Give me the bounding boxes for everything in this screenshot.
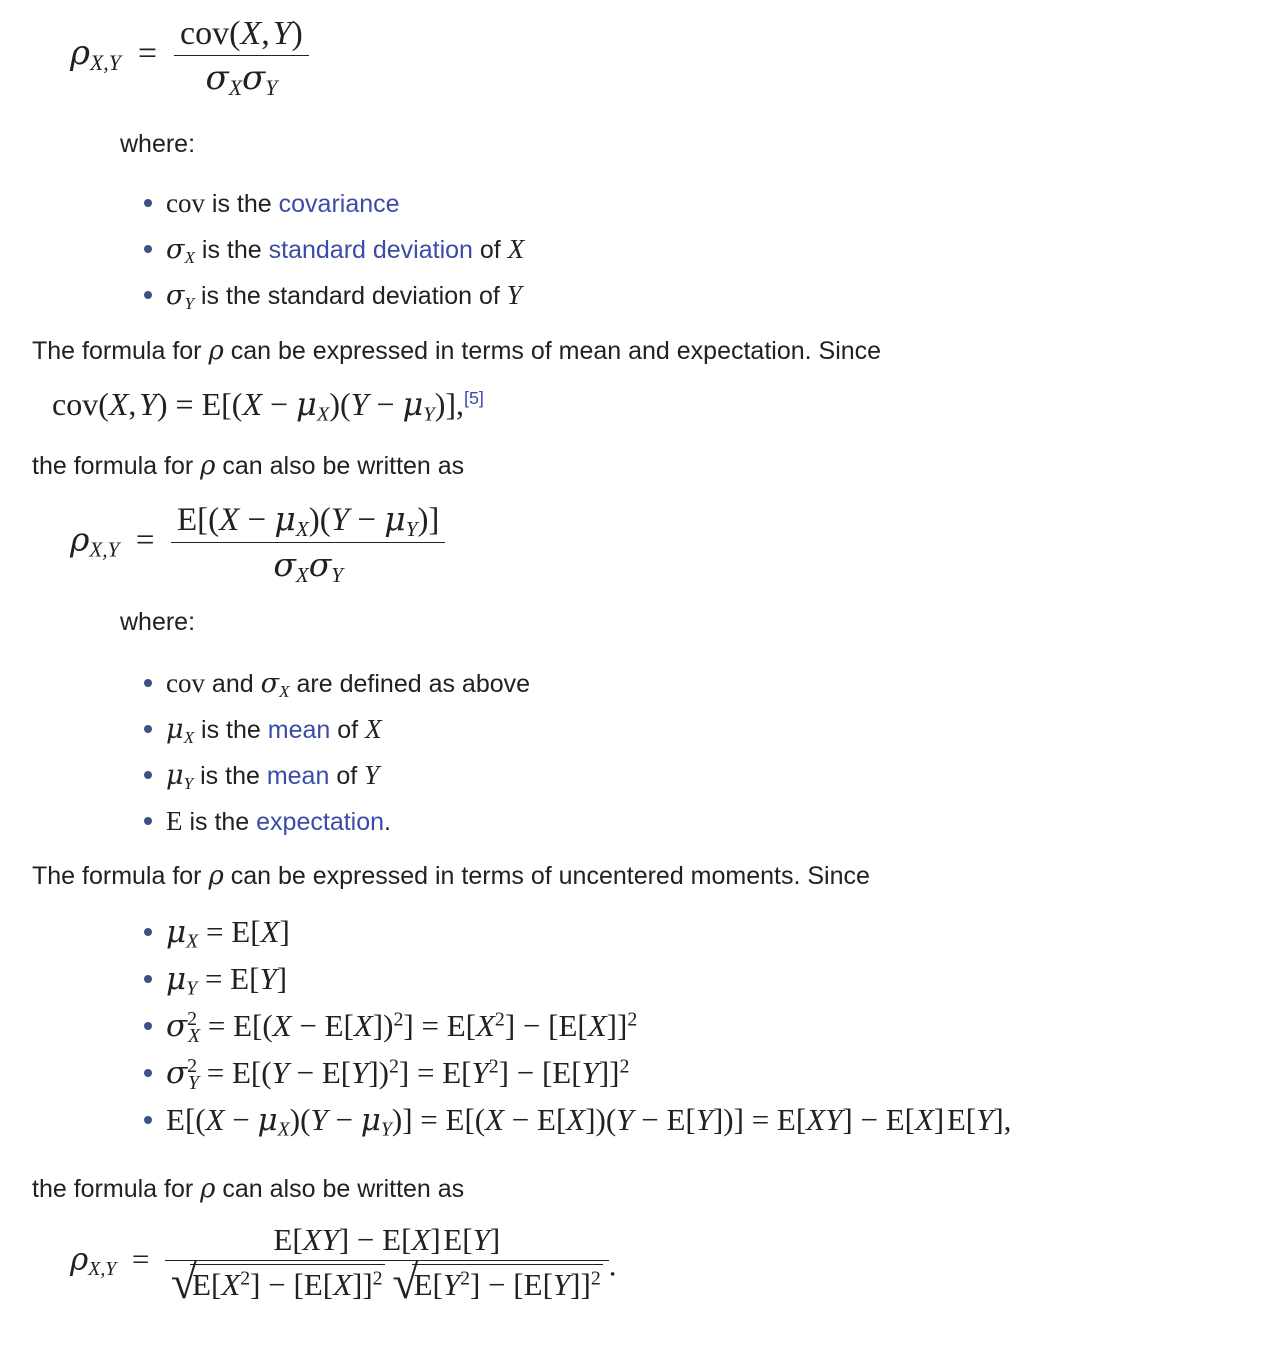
para-text-1: the formula for	[32, 1175, 201, 1203]
math-cov: cov	[166, 188, 205, 218]
link-mean[interactable]: mean	[267, 716, 331, 744]
paragraph-also-written-2	[32, 1173, 464, 1206]
paragraph-mean-expectation	[32, 335, 881, 368]
fraction-numerator: cov(X, Y)	[180, 15, 303, 52]
math-sigma-x: $\sigma_X$	[166, 234, 195, 267]
para-text-1: The formula for	[32, 862, 209, 890]
list-item: $\mu_Y$ is the mean of Y	[140, 752, 530, 798]
math-mu-x: $\mu_X$	[166, 714, 195, 747]
list-item: $\mu_Y = E[Y]$	[140, 955, 1011, 1002]
formula-rho-uncentered: $\rho_{X,Y}$ = E[XY] − E[X] E[Y] √ $E[X^2] - [E[X]]^2$ √ $E[Y^2] - [E[Y]]^2$ .	[70, 1222, 617, 1309]
moments-list	[140, 908, 1011, 1143]
formula-rho-cov	[70, 14, 309, 101]
para-text-2: can be expressed in terms of mean and expectation. Since	[223, 337, 882, 365]
formula-rho-expectation: $\rho_{X,Y}$ = $\frac{E[(X - \mu_X)(Y - \mu_Y)]}{\sigma_X\sigma_Y}$	[70, 500, 445, 586]
para-text-1: the formula for	[32, 452, 201, 480]
where-list-1	[140, 180, 524, 318]
reference-5[interactable]: [5]	[464, 387, 484, 408]
math-e: E	[166, 806, 183, 836]
formula-cov-definition: cov(X, $Y) = E[(X - \mu_X)(Y - \mu_Y)],[5]$	[52, 385, 484, 426]
math-cov: cov	[166, 668, 205, 698]
sqrt-x: √ $E[X^2] - [E[X]]^2$	[170, 1256, 383, 1309]
rho-inline: ρ	[200, 1174, 216, 1204]
math-x: X	[365, 714, 382, 744]
rho-subscript: X,Y	[90, 50, 121, 75]
trailing-period: .	[608, 1247, 617, 1283]
fraction-numerator: E[XY] − E[X] E[Y]	[273, 1222, 501, 1257]
math-sigma-x: $\sigma_X$	[260, 668, 290, 701]
list-item: cov and $\sigma_X$ are defined as above	[140, 660, 530, 706]
where-list-2	[140, 660, 530, 844]
list-item: $\sigma_X$ is the standard deviation of X	[140, 226, 524, 272]
link-expectation[interactable]: expectation	[256, 808, 385, 836]
rho-symbol: ρ	[70, 32, 90, 73]
rho-inline: ρ	[208, 336, 224, 366]
link-mean[interactable]: mean	[266, 762, 330, 790]
list-item: $\mu_X = E[X]$	[140, 908, 1011, 955]
paragraph-uncentered-moments	[32, 860, 870, 893]
list-item: cov is the covariance	[140, 180, 524, 226]
where-label-1: where:	[120, 130, 196, 158]
math-sigma-y: $\sigma_Y$	[166, 280, 195, 313]
fraction	[174, 14, 309, 101]
list-item: $\sigma^2_X = E[(X - E[X])^2] = E[X^2] - [E[X]]^2$	[140, 1002, 1011, 1049]
where-label-2: where:	[120, 608, 196, 636]
paragraph-also-written-1	[32, 450, 464, 483]
fraction-denominator	[165, 1256, 609, 1309]
fraction-denominator: $\sigma_X\sigma_Y$	[171, 542, 445, 586]
math-y: Y	[506, 280, 522, 310]
math-x: X	[507, 234, 525, 264]
rho-inline: ρ	[200, 451, 216, 481]
math-mu-y: $\mu_Y$	[166, 760, 194, 793]
link-covariance[interactable]: covariance	[278, 190, 400, 218]
sqrt-icon: √	[170, 1256, 197, 1309]
fraction-numerator: $E[(X - \mu_X)(Y - \mu_Y)]$	[176, 499, 440, 541]
para-text-2: can be expressed in terms of uncentered moments. Since	[223, 862, 870, 890]
math-y: Y	[364, 760, 380, 790]
para-text-2: can also be written as	[215, 452, 465, 480]
para-text-1: The formula for	[32, 337, 209, 365]
rho-inline: ρ	[208, 861, 224, 891]
equals-sign: =	[129, 34, 166, 72]
list-item: $\mu_X$ is the mean of X	[140, 706, 530, 752]
list-item: E is the expectation.	[140, 798, 530, 844]
list-item: $\sigma_Y$ is the standard deviation of Y	[140, 272, 524, 318]
sqrt-y: √ $E[Y^2] - [E[Y]]^2$	[392, 1256, 601, 1309]
sqrt-icon: √	[392, 1256, 419, 1309]
para-text-2: can also be written as	[215, 1175, 465, 1203]
link-standard-deviation[interactable]: standard deviation	[268, 236, 473, 264]
list-item: $E[(X - \mu_X)(Y - \mu_Y)] = E[(X - E[X])(Y - E[Y])] = E[XY] - E[X]$ E[Y],	[140, 1096, 1011, 1143]
list-item: $\sigma^2_Y = E[(Y - E[Y])^2] = E[Y^2] - [E[Y]]^2$	[140, 1049, 1011, 1096]
fraction	[165, 1222, 609, 1309]
fraction	[171, 500, 445, 586]
fraction-denominator: $\sigma_X\sigma_Y$	[174, 55, 309, 98]
